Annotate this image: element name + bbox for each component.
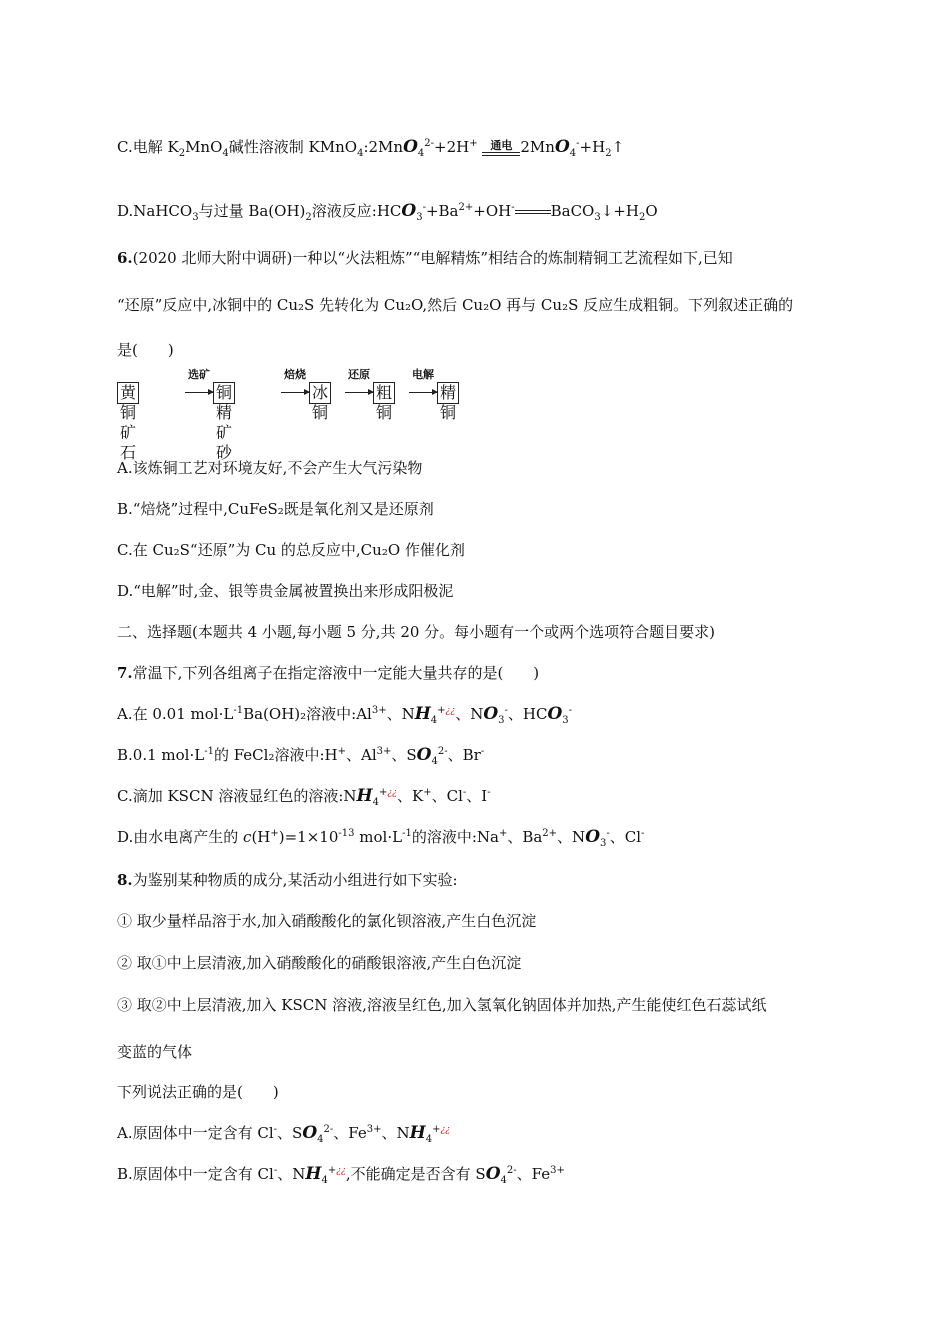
option-c-electrolysis: C.电解 $K_2MnO_4$碱性溶液制 KMnO$_4$:2MnO$_4^{2-}$+2H+ 通电 $2MnO_4^-+H_2↑$ xyxy=(117,137,625,159)
question-8-step-3-line-1: ③ 取②中上层清液,加入 KSCN 溶液,溶液呈红色,加入氢氧化钠固体并加热,产生能使红色石蕊试纸 xyxy=(117,996,767,1014)
question-8-step-2: ② 取①中上层清液,加入硝酸酸化的硝酸银溶液,产生白色沉淀 xyxy=(117,954,522,972)
question-8-option-b: B.原固体中一定含有 Cl-、$NH_4^{+¿¿}$,不能确定是否含有 $SO_4^{2-}$、$Fe^{3+}$ xyxy=(117,1164,565,1186)
question-6-option-d: D.“电解”时,金、银等贵金属被置换出来形成阳极泥 xyxy=(117,582,454,600)
question-7-option-d: D.由水电离产生的 $c(H^+)=1\times 10^{-13}$ $mol\cdot L^{-1}$的溶液中:Na+、$Ba^{2+}$、$NO_3^-$、Cl- xyxy=(117,827,645,849)
question-8-ask: 下列说法正确的是( ) xyxy=(117,1083,279,1101)
question-7-option-a: A.在 0.01 $mol\cdot L^{-1}Ba(OH)_2$溶液中$:Al^{3+}$、$NH_4^{+¿¿}$、$NO_3^-$、$HCO_3^-$ xyxy=(117,704,573,726)
section-2-heading: 二、选择题(本题共 4 小题,每小题 5 分,共 20 分。每小题有一个或两个选项符合题目要求) xyxy=(117,623,716,641)
question-8-option-a: A.原固体中一定含有 Cl-、$SO_4^{2-}$、$Fe^{3+}$、$NH_4^{+¿¿}$ xyxy=(117,1123,451,1145)
question-8-step-3-line-2: 变蓝的气体 xyxy=(117,1043,193,1061)
question-6-option-c: C.在 Cu₂S“还原”为 Cu 的总反应中,Cu₂O 作催化剂 xyxy=(117,541,465,559)
flow-box-refined: 精铜 xyxy=(437,382,459,404)
question-8-step-1: ① 取少量样品溶于水,加入硝酸酸化的氯化钡溶液,产生白色沉淀 xyxy=(117,912,537,930)
question-6-option-a: A.该炼铜工艺对环境友好,不会产生大气污染物 xyxy=(117,459,423,477)
flow-arrow-roast: 焙烧 xyxy=(281,368,309,393)
flow-box-concentrate: 铜精矿砂 xyxy=(213,382,235,404)
question-7: 7.常温下,下列各组离子在指定溶液中一定能大量共存的是( ) xyxy=(117,664,540,682)
option-d-nahco3: D.NaHCO$_3$与过量 $Ba(OH)_2$溶液反应$:HCO_3^-+Ba^{2+}+OH^-$ $BaCO_3↓+H_2O$ xyxy=(117,201,658,223)
question-8: 8.为鉴别某种物质的成分,某活动小组进行如下实验: xyxy=(117,871,458,889)
flow-arrow-select: 选矿 xyxy=(185,368,213,393)
question-6-line-2: “还原”反应中,冰铜中的 Cu₂S 先转化为 Cu₂O,然后 Cu₂O 再与 Cu₂S 反应生成粗铜。下列叙述正确的 xyxy=(117,296,794,314)
flow-box-ore: 黄铜矿石 xyxy=(117,382,139,404)
question-6-line-1: 6.(2020 北师大附中调研)一种以“火法粗炼”“电解精炼”相结合的炼制精铜工艺流程如下,已知 xyxy=(117,249,733,267)
question-6-option-b: B.“焙烧”过程中,CuFeS₂既是氧化剂又是还原剂 xyxy=(117,500,434,518)
flow-box-matte: 冰铜 xyxy=(309,382,331,404)
flow-arrow-reduce: 还原 xyxy=(345,368,373,393)
question-7-option-c: C.滴加 KSCN 溶液显红色的溶液$:NH_4^{+¿¿}$、K+、Cl-、I- xyxy=(117,786,491,808)
flow-arrow-electrolysis: 电解 xyxy=(409,368,437,393)
question-6-line-3: 是( ) xyxy=(117,341,174,359)
question-7-option-b: B.0.1 $mol\cdot L^{-1}$的 FeCl₂溶液中:H+、$Al^{3+}$、$SO_4^{2-}$、Br- xyxy=(117,745,485,767)
flow-box-crude: 粗铜 xyxy=(373,382,395,404)
